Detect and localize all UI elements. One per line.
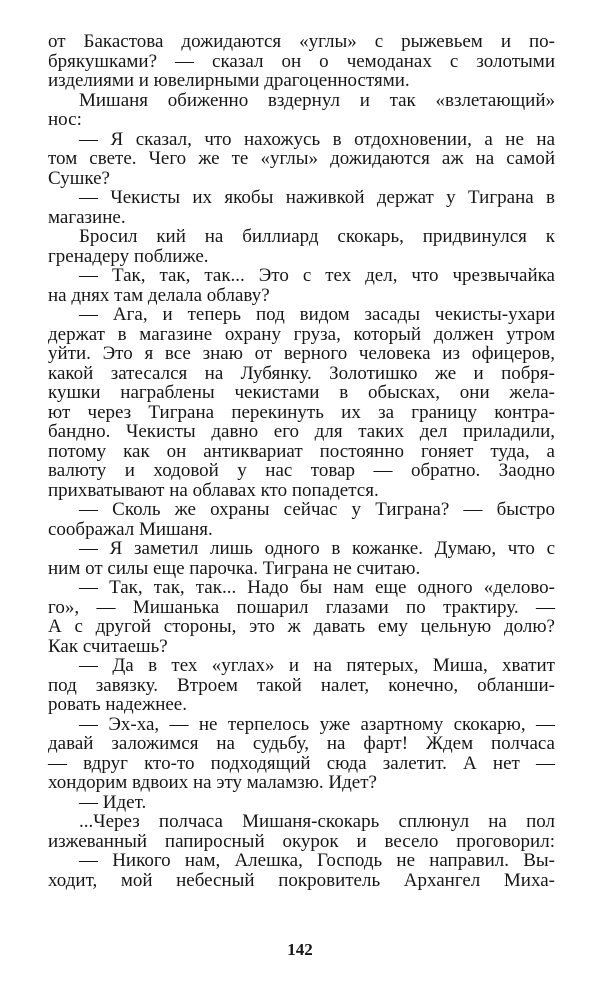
text-line: брякушками? — сказал он о чемоданах с золотыми	[48, 50, 555, 72]
text-line: — Да в тех «углах» и на пятерых, Миша, хватит	[79, 655, 555, 676]
body-text	[48, 32, 555, 890]
text-line: ним от силы еще парочка. Тиграна не считаю.	[48, 557, 421, 579]
text-line: Сушке?	[48, 167, 110, 189]
text-line: изделиями и ювелирными драгоценностями.	[48, 70, 410, 91]
text-line: нос:	[48, 109, 82, 130]
text-line: кушки награблены чекистами в обысках, они жела-	[48, 382, 555, 403]
text-line: — Так, так, так... Надо бы нам еще одного «делово-	[79, 577, 555, 598]
text-line: А с другой стороны, это ж давать ему цельную долю?	[48, 616, 555, 637]
text-line: — вдруг кто-то подходящий сюда залетит. А нет —	[48, 752, 555, 774]
text-line: го», — Мишанька пошарил глазами по трактиру. —	[48, 596, 555, 618]
text-line: какой затесался на Лубянку. Золотишко же и побря-	[48, 362, 555, 384]
text-line: валюту и ходовой у нас товар — обратно. Заодно	[48, 460, 555, 481]
text-line: — Никого нам, Алешка, Господь не направил. Вы-	[79, 850, 555, 871]
page-number: 142	[287, 940, 313, 959]
text-line: изжеванный папиросный окурок и весело проговорил:	[48, 830, 555, 852]
text-line: бандно. Чекисты давно его для таких дел приладили,	[48, 421, 555, 442]
text-line: том свете. Чего же те «углы» дожидаются аж на самой	[48, 148, 555, 169]
text-line: — Эх-ха, — не терпелось уже азартному скокарю, —	[79, 713, 555, 735]
text-line: соображал Мишаня.	[48, 518, 213, 540]
text-line: — Я сказал, что нахожусь в отдохновении, а не на	[79, 128, 555, 150]
text-line: от Бакастова дожидаются «углы» с рыжевьем и по-	[48, 31, 555, 52]
text-line: давай заложимся на судьбу, на фарт! Ждем полчаса	[48, 733, 555, 754]
text-line: держат в магазине охрану груза, который должен утром	[48, 323, 555, 345]
text-line: Бросил кий на биллиард скокарь, придвинулся к	[79, 226, 555, 247]
text-line: ровать надежнее.	[48, 694, 187, 715]
text-line: на днях там делала облаву?	[48, 284, 270, 306]
text-line: под завязку. Втроем такой налет, конечно, обланши-	[48, 674, 555, 696]
text-line: — Так, так, так... Это с тех дел, что чрезвычайка	[79, 265, 555, 286]
text-line: ходит, мой небесный покровитель Архангел Миха-	[48, 869, 555, 891]
text-line: прихватывают на облавах кто попадется.	[48, 479, 379, 501]
text-line: — Чекисты их якобы наживкой держат у Тиграна в	[79, 187, 555, 208]
text-line: Как считаешь?	[48, 635, 168, 657]
text-line: — Сколь же охраны сейчас у Тиграна? — быстро	[79, 499, 555, 520]
text-line: гренадеру поближе.	[48, 245, 209, 267]
text-line: — Идет.	[79, 791, 147, 813]
text-line: магазине.	[48, 206, 126, 228]
text-line: потому как он антиквариат постоянно гоняет туда, а	[48, 440, 555, 462]
text-line: — Ага, и теперь под видом засады чекисты-ухари	[79, 304, 555, 325]
text-line: — Я заметил лишь одного в кожанке. Думаю, что с	[79, 538, 555, 559]
text-line: Мишаня обиженно вздернул и так «взлетающий»	[79, 89, 555, 111]
text-line: ...Через полчаса Мишаня-скокарь сплюнул на пол	[79, 811, 555, 832]
text-line: ют через Тиграна перекинуть их за границу контра-	[48, 401, 555, 423]
text-line: хондорим вдвоих на эту маламзю. Идет?	[48, 772, 377, 793]
text-line: уйти. Это я все знаю от верного человека из офицеров,	[48, 343, 555, 364]
